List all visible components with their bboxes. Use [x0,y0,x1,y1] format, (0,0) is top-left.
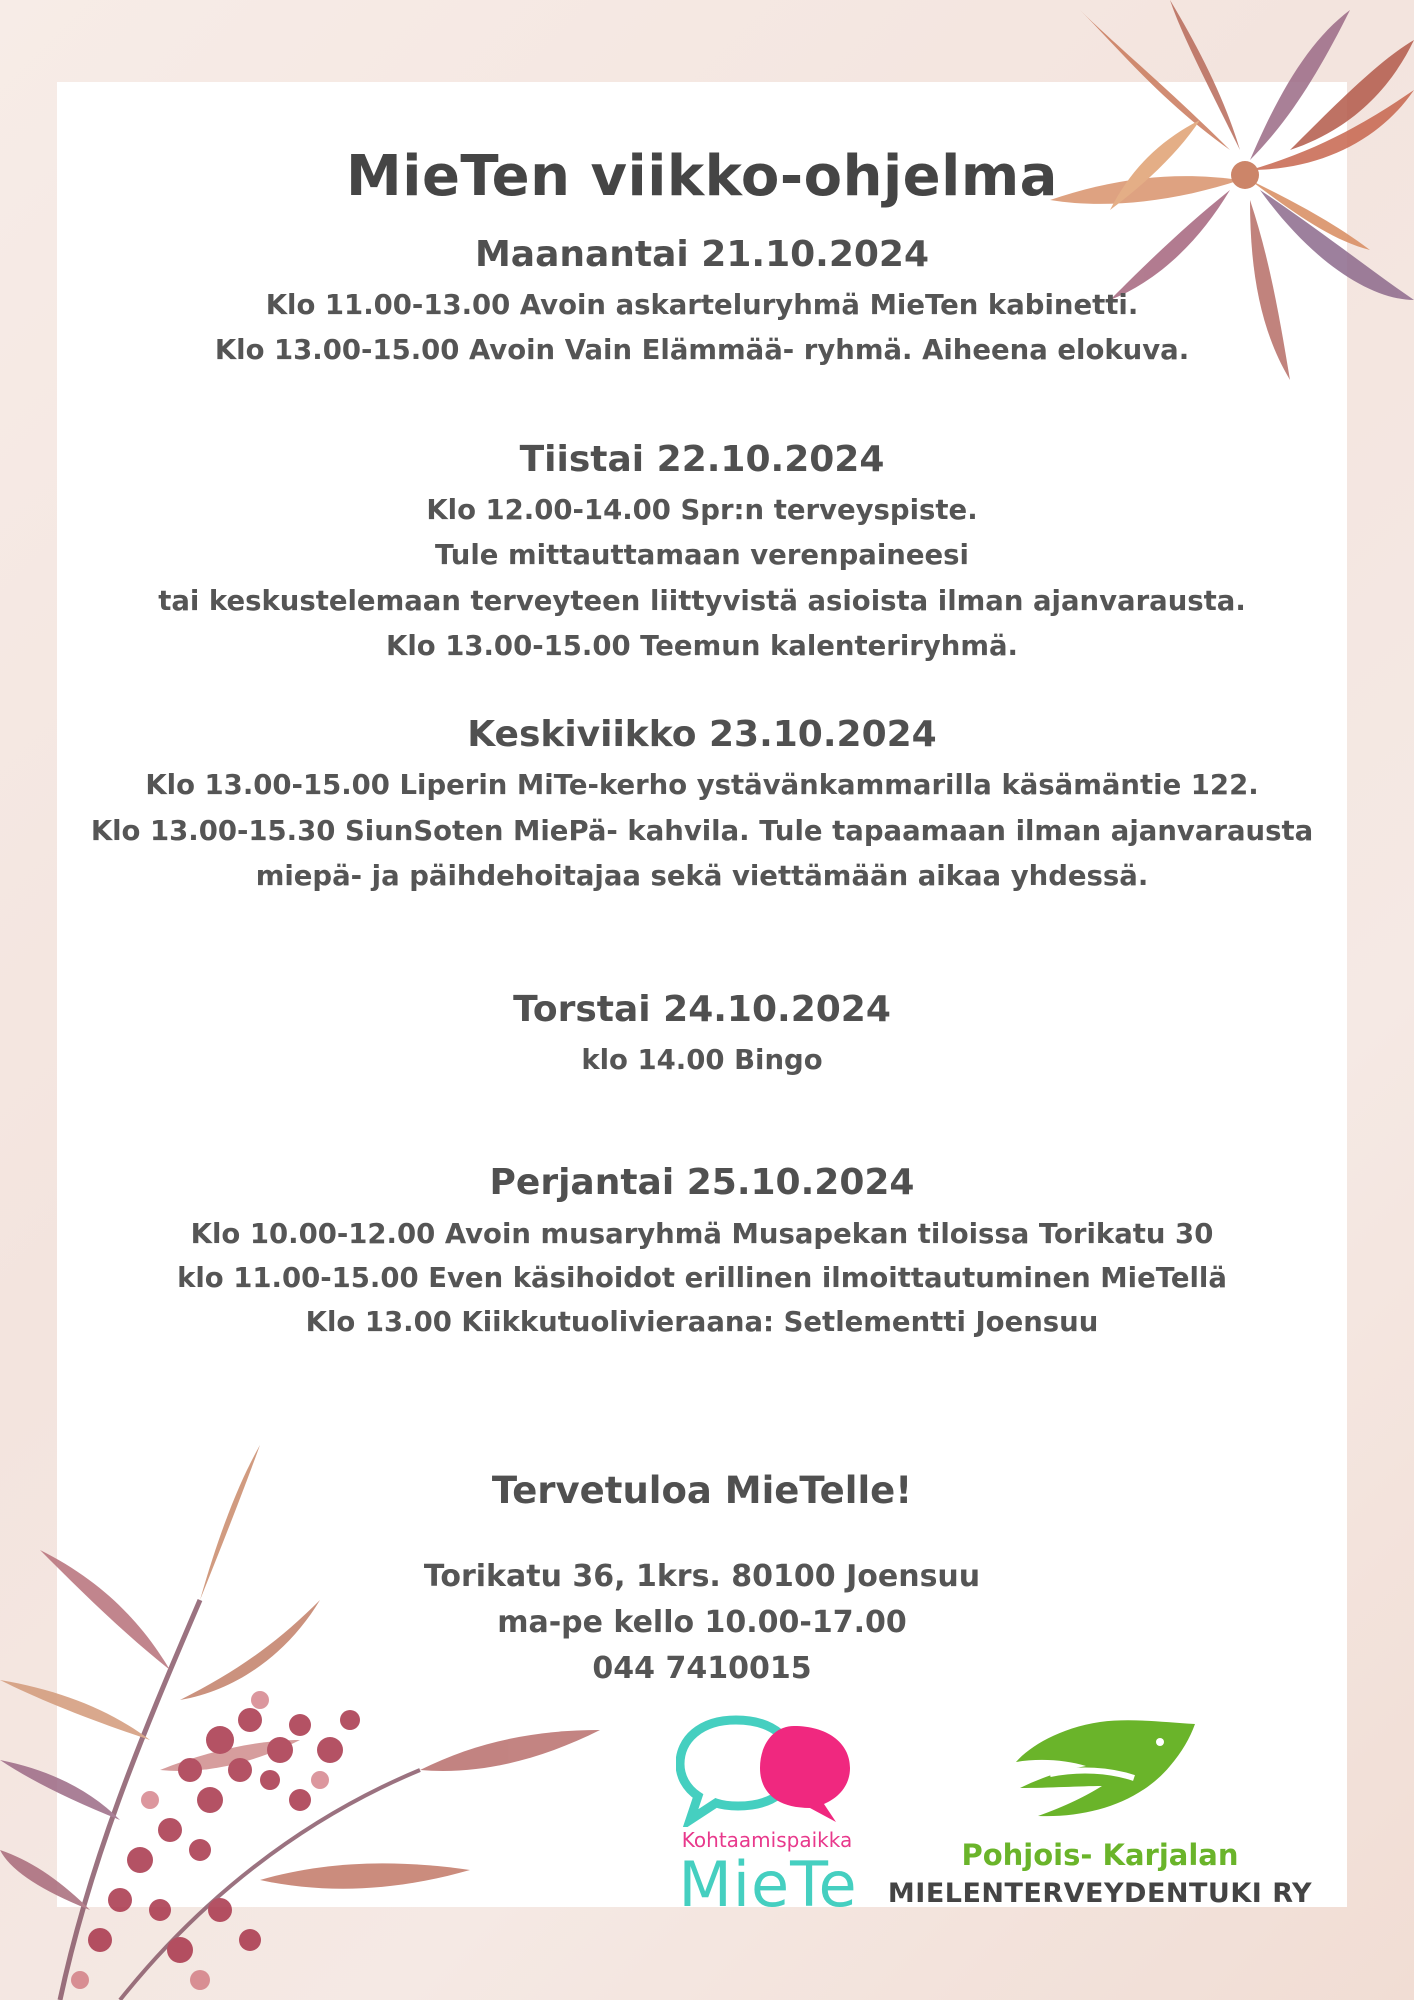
day-heading-tuesday: Tiistai 22.10.2024 [519,439,885,480]
day-heading-friday: Perjantai 25.10.2024 [489,1162,915,1203]
speech-bubbles-icon [676,1712,856,1827]
program-line: Klo 13.00 Kiikkutuolivieraana: Setlementti Joensuu [305,1306,1099,1338]
miete-logo-text: MieTe [678,1848,858,1921]
program-line: Klo 13.00-15.00 Liperin MiTe-kerho ystävänkammarilla käsämäntie 122. [145,769,1259,801]
bird-leaf-icon [1010,1716,1195,1821]
day-heading-thursday: Torstai 24.10.2024 [513,989,891,1030]
program-line: Tule mittauttamaan verenpaineesi [435,539,969,571]
program-line: Klo 13.00-15.00 Teemun kalenteriryhmä. [386,630,1018,662]
program-line: Klo 13.00-15.30 SiunSoten MiePä- kahvila. Tule tapaamaan ilman ajanvarausta [90,815,1314,847]
day-heading-monday: Maanantai 21.10.2024 [474,234,930,275]
berries-bottom-left-decoration [0,1440,600,2000]
program-line: miepä- ja päihdehoitajaa sekä viettämään aikaa yhdessä. [255,860,1149,892]
program-line: tai keskustelemaan terveyteen liittyvistä asioista ilman ajanvarausta. [158,585,1246,617]
welcome-text: Tervetuloa MieTelle! [491,1469,913,1512]
program-line: Klo 13.00-15.00 Avoin Vain Elämmää- ryhmä. Aiheena elokuva. [214,334,1190,366]
pkmt-logo-top-text: Pohjois- Karjalan [961,1838,1239,1872]
contact-address: Torikatu 36, 1krs. 80100 Joensuu [423,1559,981,1594]
page-title: MieTen viikko-ohjelma [346,144,1058,209]
program-line: Klo 11.00-13.00 Avoin askarteluryhmä MieTen kabinetti. [265,289,1139,321]
miete-logo-small-text: Kohtaamispaikka [681,1828,853,1852]
program-line: Klo 12.00-14.00 Spr:n terveyspiste. [426,494,978,526]
day-heading-wednesday: Keskiviikko 23.10.2024 [467,714,937,755]
contact-hours: ma-pe kello 10.00-17.00 [497,1605,907,1640]
contact-phone: 044 7410015 [592,1651,812,1686]
program-line: klo 11.00-15.00 Even käsihoidot erillinen ilmoittautuminen MieTellä [177,1262,1227,1294]
program-line: Klo 10.00-12.00 Avoin musaryhmä Musapekan tiloissa Torikatu 30 [190,1218,1214,1250]
program-line: klo 14.00 Bingo [581,1044,823,1076]
pkmt-logo-bottom-text: MIELENTERVEYDENTUKI RY [887,1878,1313,1909]
